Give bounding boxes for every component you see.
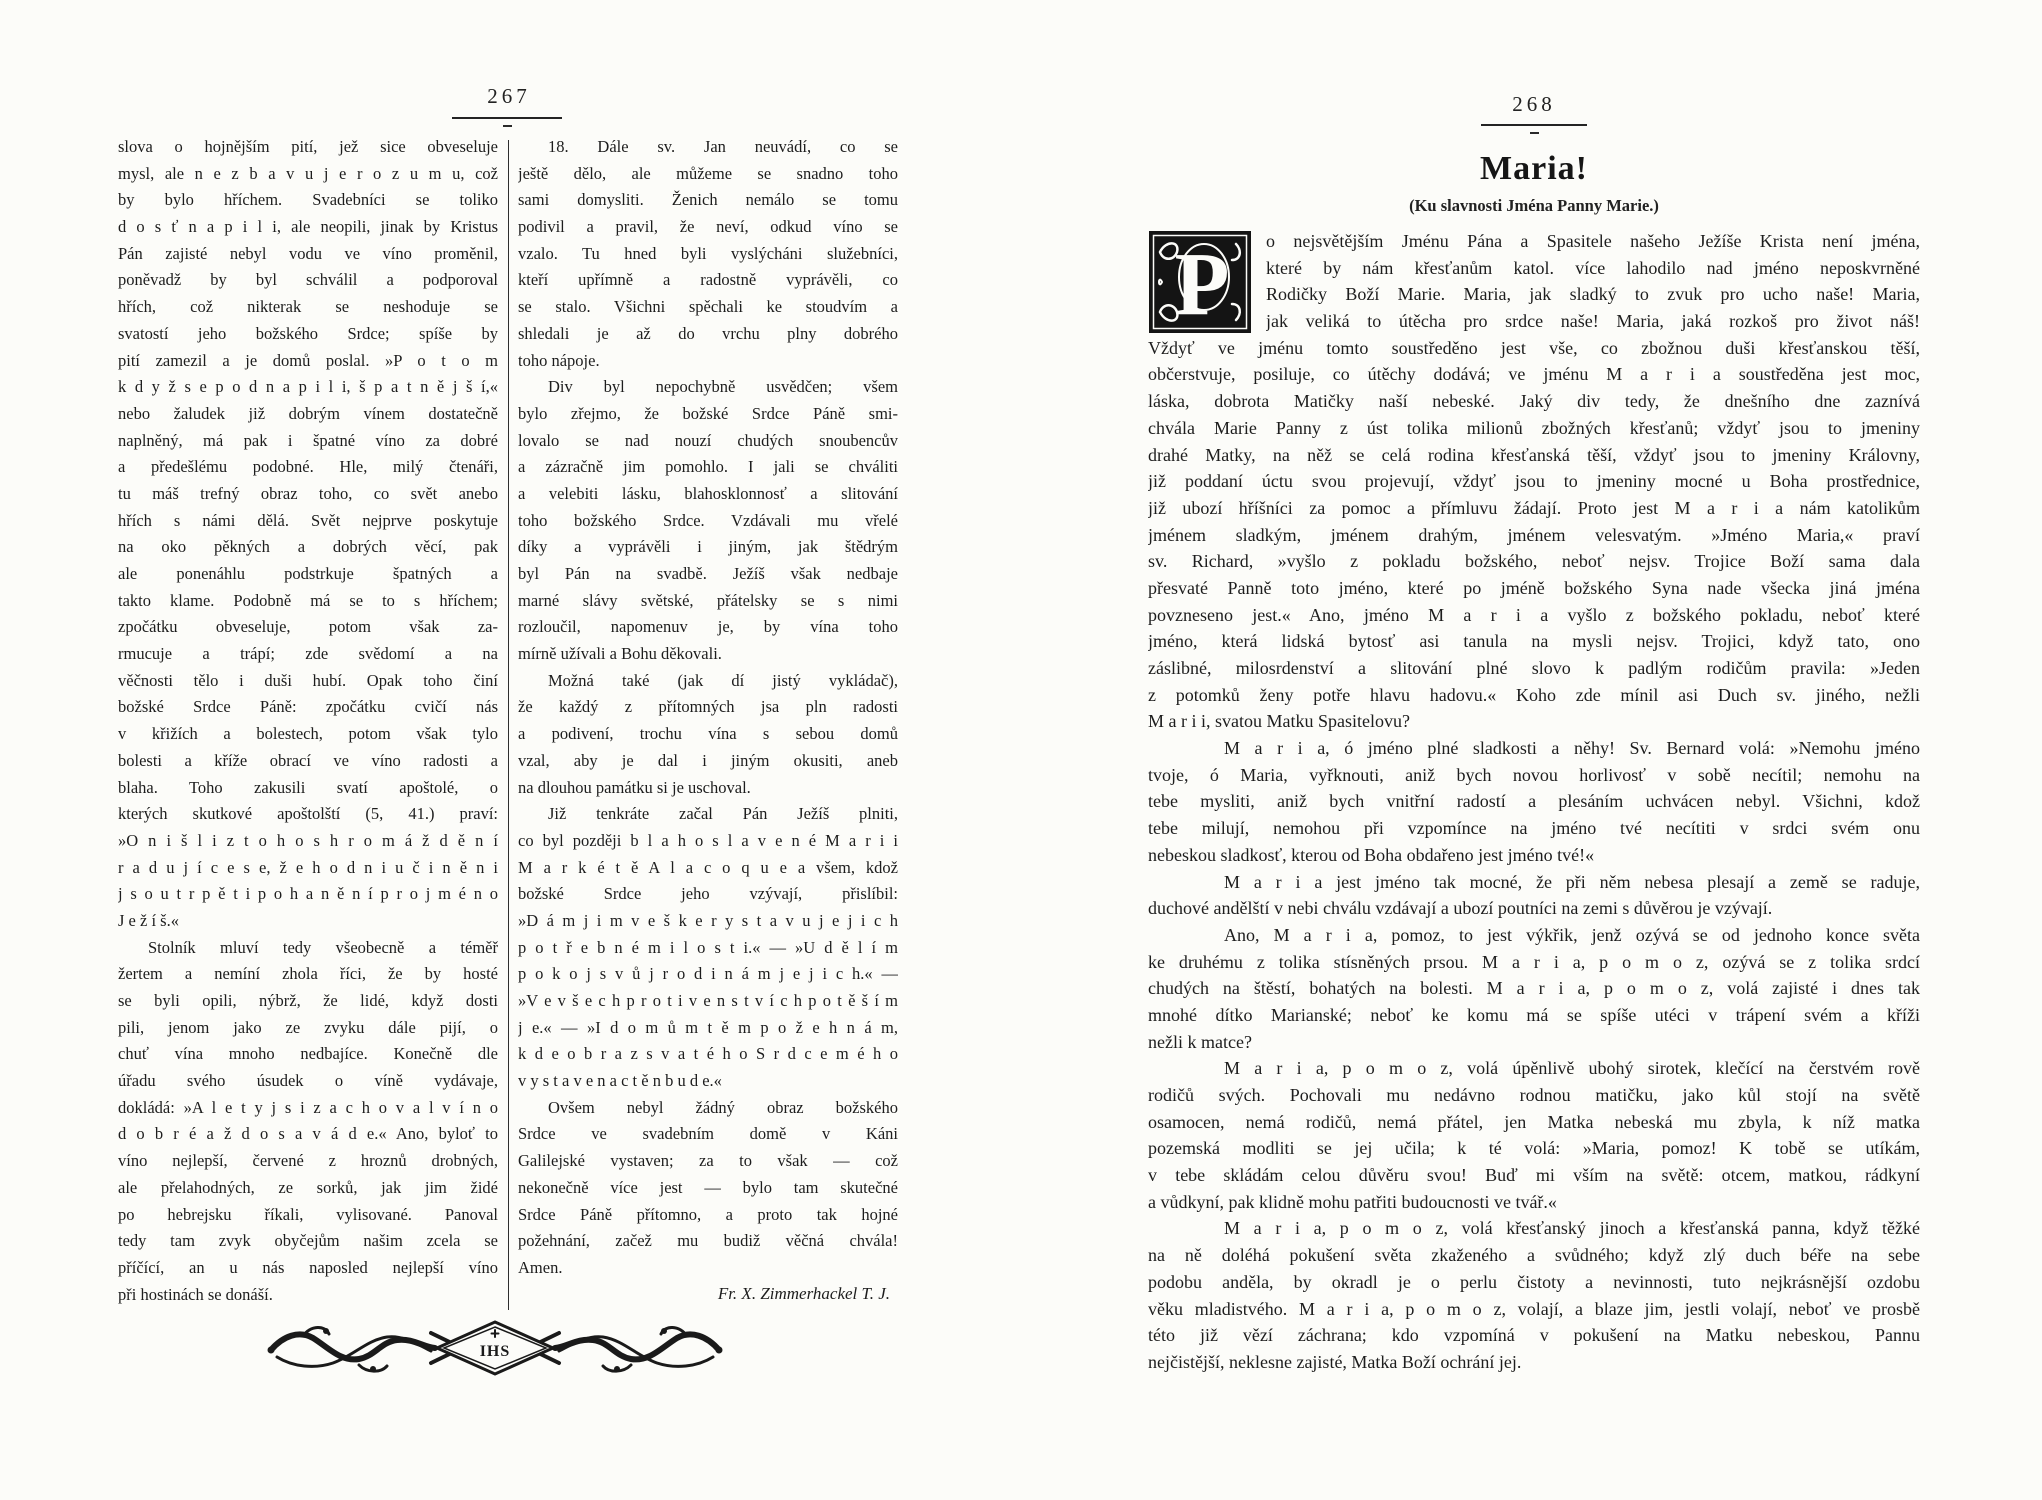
text-line: takto klame. Podobně má se to s hříchem; xyxy=(118,590,498,610)
text-line: nebeskou sladkosť, kterou od Boha obdařeno jest jméno tvé!« xyxy=(1148,844,1595,865)
text-line: 18. Dále sv. Jan neuvádí, co se xyxy=(548,137,898,156)
text-line: byl Pán na svadbě. Ježíš však nedbaje xyxy=(518,564,898,583)
text-line: díky a vyprávěli i jiným, jak štědrým xyxy=(518,537,898,557)
text-line: shledali je až do vrchu plny dobrého xyxy=(518,323,898,343)
text-line: o nejsvětějším Jménu Pána a Spasitele našeho Ježíše Krista není jména, xyxy=(1266,231,1920,251)
text-line: nežli k matce? xyxy=(1148,1031,1252,1052)
text-line: ještě dělo, ale můžeme se snadno toho xyxy=(518,163,898,183)
text-line: »D á m j i m v e š k e r y s t a v u j e j i c h xyxy=(518,910,898,930)
text-line: sv. Richard, »vyšlo z pokladu božského, neboť nejsv. Trojice Boží sama dala xyxy=(1148,551,1920,572)
text-line: pili, jenom jako ze zvyku dále pijí, o xyxy=(118,1017,498,1037)
text-line: nebo žaludek již dobrým vínem dostatečně xyxy=(118,403,498,423)
text-line: mysl, ale n e z b a v u j e r o z u m u, což xyxy=(118,163,498,183)
text-line: božské Srdce Páně: zpočátku cvičí nás xyxy=(118,697,498,717)
text-line: M a r i a jest jméno tak mocné, že při něm nebesa plesají a země se raduje, xyxy=(1224,871,1920,892)
text-line: chudých na štěstí, bohatých na bolesti. M a r i a, p o m o z, volá zajisté i dnes tak xyxy=(1148,978,1920,999)
text-line: Ano, M a r i a, pomoz, to jest výkřik, jenž ozývá se od jednoho konce světa xyxy=(1224,924,1920,945)
text-line: v křižích a bolestech, potom však tylo xyxy=(118,724,498,744)
text-line: a předešlému podobné. Hle, milý čtenáři, xyxy=(118,457,498,477)
text-line: jménem sladkým, jménem drahým, jménem velesvatým. »Jméno Maria,« praví xyxy=(1148,524,1920,545)
text-line: sami domysliti. Ženich nemálo se tomu xyxy=(518,190,898,210)
text-line: j e.« — »I d o m ů m t ě m p o ž e h n á m, xyxy=(518,1017,898,1037)
text-line: se byli opili, nýbrž, že lidé, když dosti xyxy=(118,991,498,1010)
text-line: nejčistější, neklesne zajisté, Matka Boží ochrání jej. xyxy=(1148,1351,1522,1372)
text-line: ke druhému z tolika stísněných prsou. M a r i a, p o m o z, ozývá se z tolika srdcí xyxy=(1148,951,1920,972)
text-line: Stolník mluví tedy všeobecně a téměř xyxy=(148,937,498,957)
text-line: láska, dobrota Matičky naší nebeské. Jaký div tedy, že dnešního dne zaznívá xyxy=(1148,391,1920,412)
text-line: povzneseno jest.« Ano, jméno M a r i a vyšlo z božského pokladu, neboť které xyxy=(1148,604,1920,625)
text-line: věčnosti tělo i duši hubí. Opak toho činí xyxy=(118,670,498,690)
text-line: rodičů svých. Pochovali mu nedávno rodnou matičku, jako kůl stojí na světě xyxy=(1148,1085,1920,1105)
text-line: p o t ř e b n é m i l o s t i.« — »U d ě l í m xyxy=(518,937,898,957)
text-line: vzalo. Tu hned byli vyslýcháni služebníci, xyxy=(518,243,898,263)
text-line: chuť vína mnoho nedbajíce. Konečně dle xyxy=(118,1044,498,1064)
text-line: slova o hojnějším pití, jež sice obveseluje xyxy=(118,137,498,156)
text-line: Vždyť ve jménu tomto soustředěno jest vše, co zbožnou duši křesťanskou těší, xyxy=(1148,337,1920,358)
text-line: blaha. Toho zakusili svatí apoštolé, o xyxy=(118,777,498,797)
text-line: svatostí jeho božského Srdce; spíše by xyxy=(118,323,498,343)
text-line: jméno, která lidská bytosť asi tanula na mysli nejsv. Trojici, když tato, ono xyxy=(1148,631,1920,652)
text-line: rozloučil, napomenuv je, by vína toho xyxy=(518,617,898,637)
text-line: podivil a pravil, že neví, odkud víno se xyxy=(518,217,898,237)
text-line: na dlouhou památku si je uschoval. xyxy=(518,777,751,797)
text-line: toho božského Srdce. Vzdávali mu vřelé xyxy=(518,510,898,530)
text-line: na ně doléhá pokušení světa zkaženého a svůdného; když zlý duch béře na sebe xyxy=(1148,1245,1920,1266)
text-line: Div byl nepochybně usvědčen; všem xyxy=(548,377,898,397)
ornamental-initial xyxy=(1148,230,1252,334)
text-line: přesvaté Panně toto jméno, které po jméně božského Syna nade všecka jiná jména xyxy=(1148,577,1920,598)
text-line: by bylo hříchem. Svadebníci se toliko xyxy=(118,190,498,210)
text-line: dokládá: »A l e t y j s i z a c h o v a l v í n o xyxy=(118,1097,498,1117)
text-line: již poddaní úctu svou projevují, vždyť jsou to jmeniny mocné u Boha prostřednice, xyxy=(1148,471,1920,492)
text-line: M a r i i, svatou Matku Spasitelovu? xyxy=(1148,711,1410,732)
text-line: Již tenkráte začal Pán Ježíš plniti, xyxy=(548,804,898,824)
text-line: a velebiti lásku, blahosklonnosť a slitování xyxy=(518,483,898,503)
text-line: p o k o j s v ů j r o d i n á m j e j i c h.« — xyxy=(518,964,898,984)
text-line: lovalo se nad nouzí chudých snoubencův xyxy=(518,430,898,450)
text-line: občerstvuje, posiluje, co útěchy dodává; ve jménu M a r i a soustředěna jest moc, xyxy=(1148,364,1920,385)
text-line: víno nejlepší, červené z hroznů drobných, xyxy=(118,1151,498,1171)
text-line: podobu anděla, by okradl je o perlu čistoty a nevinnosti, tuto nejkrásnější ozdobu xyxy=(1148,1271,1920,1292)
text-line: pití zamezil a je domů poslal. »P o t o m xyxy=(118,350,498,370)
text-line: úřadu svého úsudek o víně vydávaje, xyxy=(118,1071,498,1091)
page-number-tick xyxy=(1530,132,1539,134)
text-line: mnohé dítko Marianské; neboť ke komu má se spíše utéci v trápení svém a kříži xyxy=(1148,1004,1920,1025)
text-line: na oko pěkných a dobrých věcí, pak xyxy=(118,537,498,557)
text-line: Srdce ve svadebním domě v Káni xyxy=(518,1124,898,1144)
text-line: naplněný, má pak i špatné víno za dobré xyxy=(118,430,498,450)
article-title: Maria! xyxy=(1480,150,1588,187)
text-line: osamocen, nemá rodičů, nemá přátel, jen Matka nebeská mu zbyla, k níž matka xyxy=(1148,1111,1920,1132)
text-line: se stalo. Všichni spěchali ke stoudvím a xyxy=(518,297,898,317)
text-line: tedy tam zvyk obyčejům našim zcela se xyxy=(118,1231,498,1251)
text-line: d o s ť n a p i l i, ale neopili, jinak by Kristus xyxy=(118,217,498,237)
text-line: M a r i a, p o m o z, volá křesťanský jinoch a křesťanská panna, když těžké xyxy=(1224,1218,1920,1239)
text-line: Rodičky Boží Marie. Maria, jak sladký to zvuk pro ucho naše! Maria, xyxy=(1266,284,1920,305)
text-line: rmucuje a trápí; zde svědomí a na xyxy=(118,644,498,664)
text-line: záslibné, milosrdenství a slitování plné slovo k padlým rodičům pravila: »Jeden xyxy=(1148,658,1920,678)
text-line: bolesti a kříže obrací ve víno radosti a xyxy=(118,750,498,770)
initial-letter: P xyxy=(1174,235,1230,334)
text-line: mírně užívali a Bohu děkovali. xyxy=(518,644,722,664)
text-line: z potomků ženy potře hlavu hadovu.« Koho zde mínil asi Duch sv. jiného, nežli xyxy=(1148,684,1920,705)
text-line: vzal, aby je dal i jiným okusiti, aneb xyxy=(518,750,898,770)
text-line: hřích, což nikterak se neshoduje se xyxy=(118,297,498,317)
text-line: Galilejské vystaven; za to však — což xyxy=(518,1151,898,1171)
text-line: a zázračně jim pomohlo. I jali se chváliti xyxy=(518,457,898,477)
page-number: 268 xyxy=(1512,92,1556,116)
text-line: v tebe skládám celou důvěru svou! Buď mi vším na světě: otcem, matkou, rádkyní xyxy=(1148,1165,1920,1186)
article-signature: Fr. X. Zimmerhackel T. J. xyxy=(717,1284,890,1303)
text-line: a podivení, trochu vína s sebou domů xyxy=(518,724,898,744)
article-body xyxy=(1148,228,1920,1376)
text-line: marné slávy světské, přátelsky se s nimi xyxy=(518,590,898,610)
text-line: božské Srdce jeho vzývají, přislíbil: xyxy=(518,884,898,904)
text-line: tvoje, ó Maria, vyřknouti, aniž bych novou horlivosť v sobě necítil; nemohu na xyxy=(1148,764,1920,785)
article-subtitle: (Ku slavnosti Jména Panny Marie.) xyxy=(1409,196,1659,215)
text-line: příčící, an u nás naposled nejlepší víno xyxy=(118,1257,498,1277)
text-line: »O n i š l i z t o h o s h r o m á ž d ě n í xyxy=(118,830,498,850)
text-line: Pán zajisté nebyl vodu ve víno proměnil, xyxy=(118,243,498,263)
text-line: j s o u t r p ě t i p o h a n ě n í p r o j m é n o xyxy=(118,884,498,904)
text-line: k d e o b r a z s v a t é h o S r d c e m é h o xyxy=(518,1044,898,1064)
text-line: Amen. xyxy=(518,1257,563,1277)
page-number-rule xyxy=(1481,124,1587,126)
text-line: ale přelahodných, ze sorků, jak jim židé xyxy=(118,1177,498,1197)
text-line: žertem a nemíní zhola říci, že by hosté xyxy=(118,964,498,984)
page-number: 267 xyxy=(487,84,531,108)
text-line: tebe milují, nemohou při vzpomínce na jméno tvé necítiti v srdci svém onu xyxy=(1148,818,1920,839)
text-line: po hebrejsku říkali, vylisované. Panoval xyxy=(118,1204,498,1224)
text-line: hřích s námi dělá. Svět nejprve poskytuje xyxy=(118,510,498,530)
text-line: kteří upřímně a radostně vyprávěli, co xyxy=(518,270,898,290)
text-line: M a r k é t ě A l a c o q u e a všem, kdož xyxy=(518,857,898,877)
text-line: tu máš trefný obraz toho, co svět anebo xyxy=(118,483,498,503)
text-line: při hostinách se donáší. xyxy=(118,1284,273,1304)
text-line: tebe mysliti, aniž bych vnitřní radostí a plesáním uchvácen nebyl. Všichni, kdož xyxy=(1148,791,1920,812)
text-line: které by nám křesťanům katol. více lahodilo nad jméno neposkvrněné xyxy=(1266,257,1920,278)
text-line: duchové andělští v nebi chválu vzdávají a ubozí poutníci na zemi s důvěrou je vzývají. xyxy=(1148,898,1773,919)
text-line: d o b r é a ž d o s a v á d e.« Ano, byloť to xyxy=(118,1124,498,1144)
text-line: jak veliká to útěcha pro srdce naše! Maria, jaká rozkoš pro život náš! xyxy=(1266,311,1920,332)
text-line: pozemská modliti se jej učila; k té volá: »Maria, pomoz! K tobě se utíkám, xyxy=(1148,1138,1920,1159)
text-line: a vůdkyní, pak klidně mohu patřiti budoucnosti ve tvář.« xyxy=(1148,1191,1557,1212)
text-line: M a r i a, p o m o z, volá úpěnlivě ubohý sirotek, klečící na čerstvém rově xyxy=(1224,1058,1920,1079)
text-line: drahé Matky, na něž se celá rodina křesťanská těší, vždyť jsou to jmeniny Královny, xyxy=(1148,444,1920,465)
text-line: co byl později b l a h o s l a v e n é M a r i i xyxy=(518,830,898,850)
text-line: toho nápoje. xyxy=(518,350,600,370)
text-line: zpočátku obveseluje, potom však za- xyxy=(118,617,498,637)
text-line: »V e v š e c h p r o t i v e n s t v í c h p o t ě š í m xyxy=(518,991,898,1010)
text-line: bylo zřejmo, že božské Srdce Páně smi- xyxy=(518,403,898,423)
text-line: věku mladistvého. M a r i a, p o m o z, volají, a blaze jim, jestli volají, neboť ve prosbě xyxy=(1148,1298,1920,1319)
text-line: r a d u j í c e s e, ž e h o d n i u č i n ě n i xyxy=(118,857,498,877)
drop-cap-graphic xyxy=(1148,230,1252,334)
text-line: Ovšem nebyl žádný obraz božského xyxy=(548,1097,898,1117)
text-line: v y s t a v e n a c t ě n b u d e.« xyxy=(518,1071,722,1091)
text-line: poněvadž by byl schválil a podporoval xyxy=(118,270,498,290)
text-line: k d y ž s e p o d n a p i l i, š p a t n ě j š í,« xyxy=(118,377,498,397)
text-line: chvála Marie Panny z úst tolika milionů zbožných křesťanů; vždyť jsou to jmeniny xyxy=(1148,417,1920,438)
text-line: již ubozí hříšníci za pomoc a přímluvu žádají. Proto jest M a r i a nám katolikům xyxy=(1148,497,1920,518)
text-line: této již vězí záchrana; kdo vzpomíná v pokušení na Matku nebeskou, Pannu xyxy=(1148,1325,1920,1346)
text-line: M a r i a, ó jméno plné sladkosti a něhy! Sv. Bernard volá: »Nemohu jméno xyxy=(1224,738,1920,759)
text-line: J e ž í š.« xyxy=(118,910,179,930)
ornament-ihs-text: IHS xyxy=(479,1343,511,1360)
text-line: nekonečně více jest — bylo tam skutečné xyxy=(518,1177,898,1197)
text-line: ale ponenáhlu podstrkuje špatných a xyxy=(118,564,498,583)
text-line: kterých skutkové apoštolští (5, 41.) praví: xyxy=(118,804,498,824)
text-line: požehnání, začež mu budiž věčná chvála! xyxy=(518,1231,898,1251)
text-line: Možná také (jak dí jistý vykládač), xyxy=(548,670,898,690)
text-line: že každý z přítomných jsa pln radosti xyxy=(518,697,898,717)
text-line: Srdce Páně přítomno, a proto tak hojné xyxy=(518,1204,898,1224)
